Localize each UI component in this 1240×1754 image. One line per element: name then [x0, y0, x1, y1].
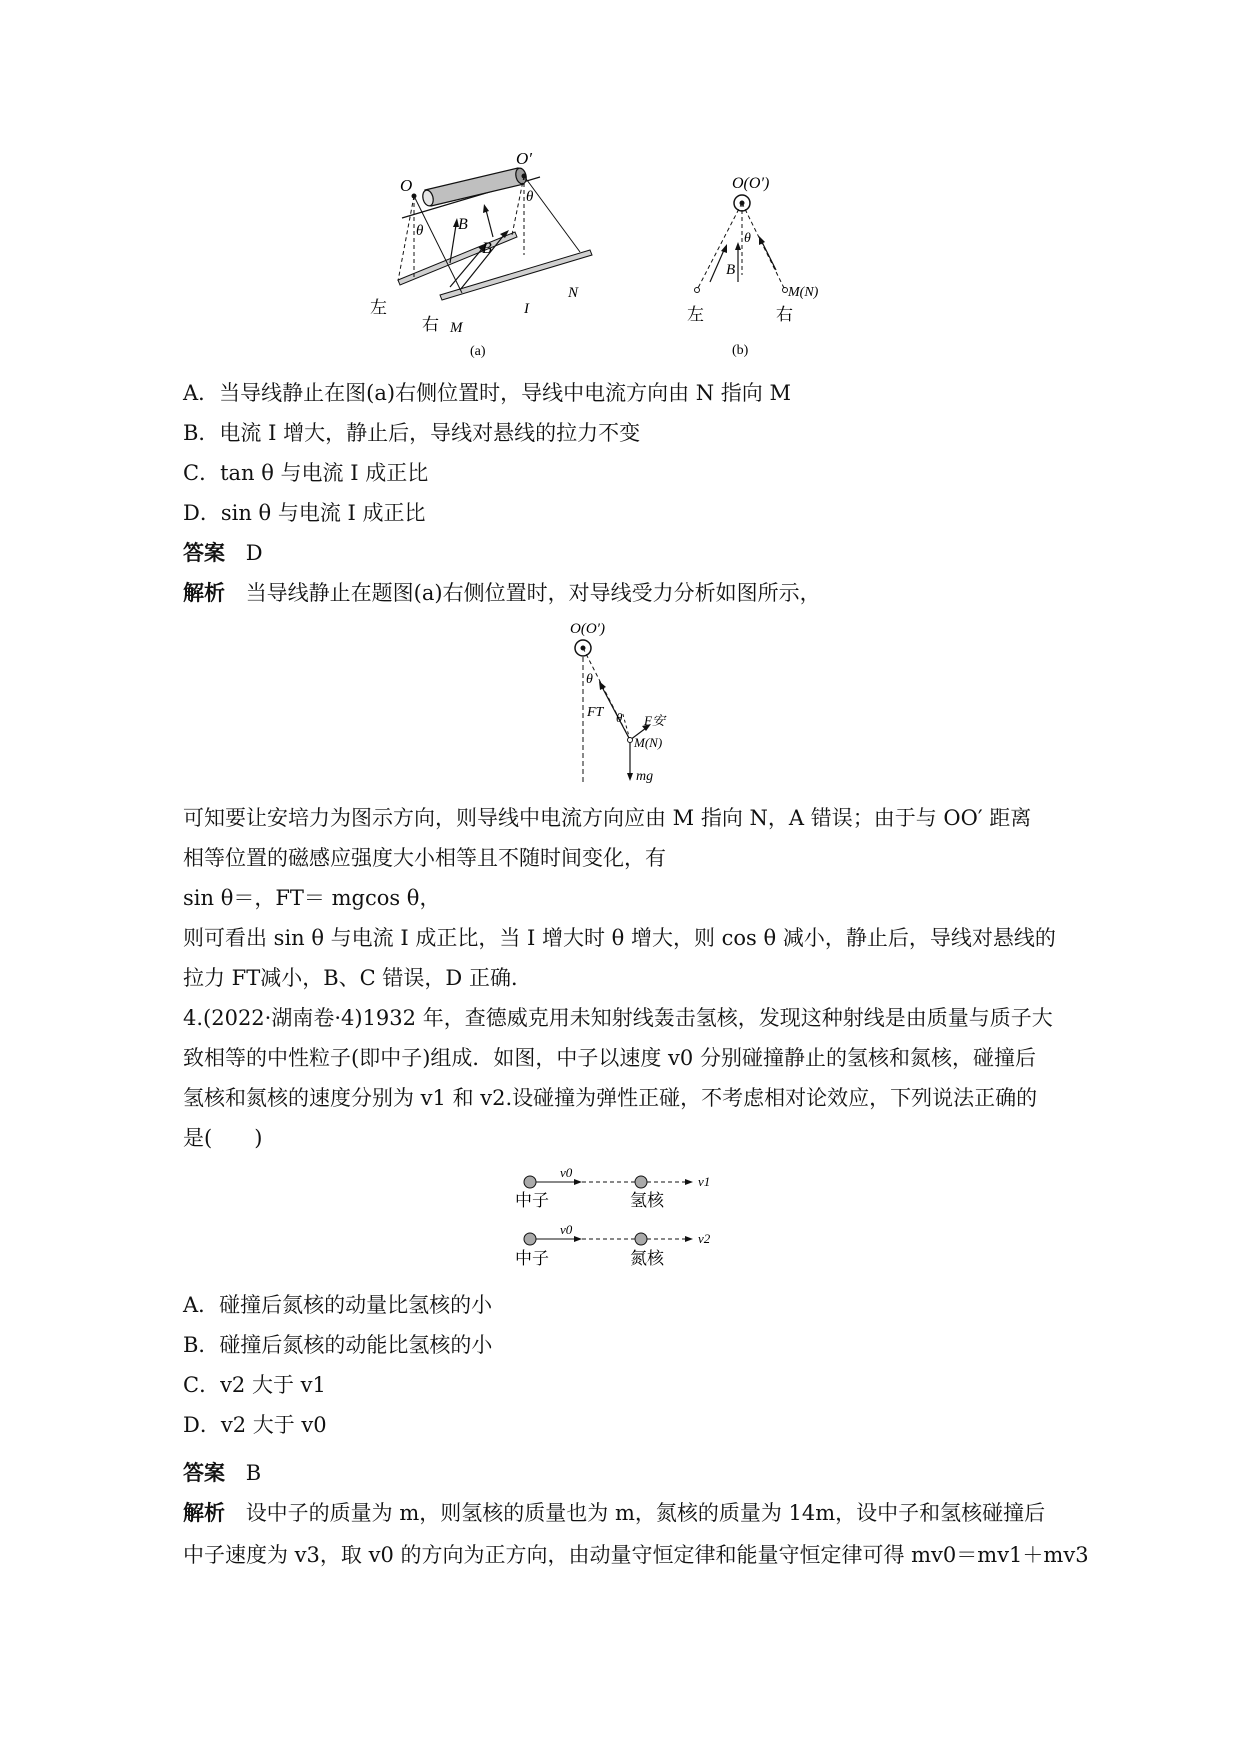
q3-analysis-line-4: 则可看出 sin θ 与电流 I 成正比，当 I 增大时 θ 增大，则 cos θ 减小，静止后，导线对悬线的 — [183, 926, 1056, 950]
label-mg: mg — [636, 769, 654, 784]
q3-analysis-line-1: 可知要让安培力为图示方向，则导线中电流方向应由 M 指向 N，A 错误；由于与 OO′ 距离 — [183, 806, 1032, 830]
label-m: M — [450, 320, 463, 336]
q3-option-b: B．电流 I 增大，静止后，导线对悬线的拉力不变 — [183, 421, 641, 445]
label-m-n: M(N) — [634, 735, 663, 750]
q4-option-b: B．碰撞后氮核的动能比氢核的小 — [183, 1333, 493, 1357]
answer-label: 答案 — [183, 1461, 225, 1485]
figure-a — [370, 149, 640, 360]
q4-option-c: C．v2 大于 v1 — [183, 1373, 326, 1397]
q4-answer — [183, 1458, 1063, 1488]
label-neutron-top: 中子 — [515, 1191, 549, 1210]
q3-option-d: D．sin θ 与电流 I 成正比 — [183, 501, 426, 525]
analysis-label: 解析 — [183, 581, 225, 605]
label-theta-bottom: θ — [616, 710, 623, 725]
cylinder — [421, 167, 528, 207]
label-i: I — [524, 301, 529, 317]
label-b-2: B — [482, 240, 492, 257]
figure-b — [680, 170, 860, 360]
label-ft: FT — [587, 705, 604, 720]
label-o: O — [400, 176, 413, 195]
label-hydrogen: 氢核 — [630, 1191, 664, 1210]
q4-option-a: A．碰撞后氮核的动量比氢核的小 — [183, 1293, 493, 1317]
q3-answer — [183, 538, 1063, 568]
caption-b: (b) — [732, 343, 749, 358]
q3-analysis-line-5: 拉力 FT减小，B、C 错误，D 正确． — [183, 966, 532, 990]
force-figure — [550, 615, 700, 795]
label-f-an: F安 — [644, 713, 665, 728]
label-theta-top: θ — [586, 672, 593, 687]
label-b-1: B — [458, 216, 468, 233]
q4-stem-line-1: 4.(2022·湖南卷·4)1932 年，查德威克用未知射线轰击氢核，发现这种射线是由质量与质子大 — [183, 1006, 1053, 1030]
answer-label: 答案 — [183, 541, 225, 565]
q3-analysis-line-3: sin θ＝，FT＝ mgcos θ， — [183, 886, 441, 910]
label-v1: v1 — [698, 1174, 711, 1189]
label-o-o-prime: O(O′) — [570, 621, 605, 637]
label-o-prime: O′ — [516, 149, 532, 168]
label-theta: θ — [744, 231, 751, 246]
q3-analysis-intro-line — [183, 578, 1063, 608]
collision-figure — [510, 1165, 750, 1283]
label-theta-right: θ — [526, 189, 534, 205]
label-o-o-prime: O(O′) — [732, 175, 770, 192]
label-m-n: M(N) — [788, 285, 819, 300]
q4-stem-line-3: 氢核和氮核的速度分别为 v1 和 v2.设碰撞为弹性正碰，不考虑相对论效应，下列说法正确的 — [183, 1086, 1038, 1110]
answer-value: D — [245, 541, 263, 565]
label-left: 左 — [370, 298, 387, 317]
label-nitrogen: 氮核 — [630, 1249, 664, 1268]
analysis-label: 解析 — [183, 1501, 225, 1525]
analysis-intro: 当导线静止在题图(a)右侧位置时，对导线受力分析如图所示， — [245, 581, 821, 605]
label-v2: v2 — [698, 1231, 711, 1246]
q4-analysis-line-1-row — [183, 1498, 1063, 1528]
label-v0-bottom: v0 — [560, 1222, 573, 1237]
q4-analysis-line-2: 中子速度为 v3，取 v0 的方向为正方向，由动量守恒定律和能量守恒定律可得 mv0＝mv1＋mv3 — [183, 1543, 1089, 1567]
label-n: N — [568, 285, 579, 301]
answer-value: B — [245, 1461, 262, 1485]
q3-analysis-line-2: 相等位置的磁感应强度大小相等且不随时间变化，有 — [183, 846, 666, 870]
q3-option-c: C．tan θ 与电流 I 成正比 — [183, 461, 429, 485]
label-right: 右 — [422, 315, 439, 334]
label-neutron-bottom: 中子 — [515, 1249, 549, 1268]
q3-option-a: A．当导线静止在图(a)右侧位置时，导线中电流方向由 N 指向 M — [183, 381, 791, 405]
label-right: 右 — [776, 305, 793, 324]
q4-analysis-line-1: 设中子的质量为 m，则氢核的质量也为 m，氮核的质量为 14m，设中子和氢核碰撞后 — [245, 1501, 1046, 1525]
label-left: 左 — [687, 305, 704, 324]
label-b: B — [726, 262, 736, 278]
q4-option-d: D．v2 大于 v0 — [183, 1413, 327, 1437]
label-theta-left: θ — [416, 223, 424, 239]
q4-stem-line-4: 是( ) — [183, 1126, 263, 1150]
caption-a: (a) — [470, 344, 486, 359]
label-v0-top: v0 — [560, 1165, 573, 1180]
q4-stem-line-2: 致相等的中性粒子(即中子)组成．如图，中子以速度 v0 分别碰撞静止的氢核和氮核，碰撞后 — [183, 1046, 1036, 1070]
